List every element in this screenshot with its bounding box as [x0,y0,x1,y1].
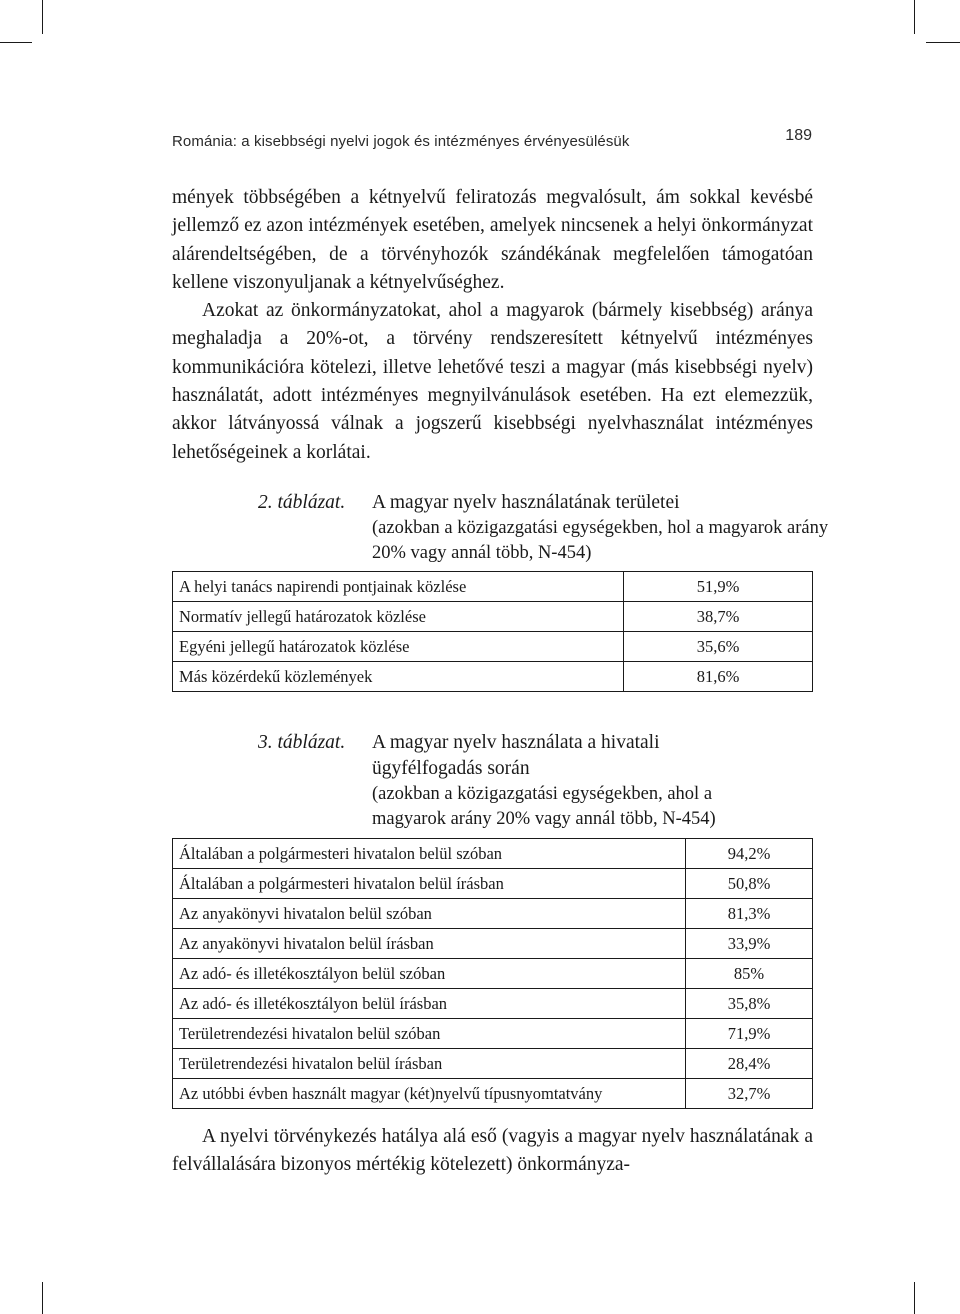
page-number: 189 [785,127,812,144]
closing-paragraph: A nyelvi törvénykezés hatálya alá eső (vagyis a magyar nyelv használatának a felvállalására bizonyos mértékig kötelezett) önkormányza- [172,1126,813,1176]
table-row [173,1019,813,1049]
crop-mark-bottom-right [914,1282,915,1314]
row-value: 71,9% [686,1019,813,1049]
table2-subtitle: (azokban a közigazgatási egységekben, hol a magyarok arány 20% vagy annál több, N-454) [372,518,829,563]
row-value: 32,7% [686,1079,813,1109]
intro-text [172,184,813,467]
table2 [172,571,813,692]
table-row [173,929,813,959]
table3-title: A magyar nyelv használata a hivatali ügyfélfogadás során [372,732,660,779]
intro-paragraph-2: Azokat az önkormányzatokat, ahol a magyarok (bármely kisebbség) aránya meghaladja a 20%-ot, a törvény rendszeresített kétnyelvű intézményes kommunikációra kötelezi, illetve lehetővé teszi a magyar (más kisebbségi nyelv) használatát, adott intézményes megnyilvánulások esetében. Ha ezt elemezzük, akkor látványossá válnak a jogszerű kisebbségi nyelvhasználat intézményes lehetőségeinek a korlátai. [172,300,813,463]
row-value: 28,4% [686,1049,813,1079]
table-row [173,1079,813,1109]
row-label: Más közérdekű közlemények [173,662,624,692]
row-label: Az anyakönyvi hivatalon belül szóban [173,899,686,929]
row-label: Normatív jellegű határozatok közlése [173,602,624,632]
crop-mark-top-left-h [0,42,32,43]
table-row [173,899,813,929]
closing-text [172,1123,813,1180]
row-value: 85% [686,959,813,989]
row-label: Területrendezési hivatalon belül írásban [173,1049,686,1079]
row-value: 81,6% [624,662,813,692]
row-label: Az anyakönyvi hivatalon belül írásban [173,929,686,959]
row-value: 81,3% [686,899,813,929]
row-value: 94,2% [686,839,813,869]
row-label: Az adó- és illetékosztályon belül írásban [173,989,686,1019]
running-header: Románia: a kisebbségi nyelvi jogok és intézményes érvényesülésük [172,133,630,150]
row-value: 35,6% [624,632,813,662]
row-value: 50,8% [686,869,813,899]
intro-paragraph-1: mények többségében a kétnyelvű feliratozás megvalósult, ám sokkal kevésbé jellemző ez azon intézmények esetében, amelyek nincsenek a helyi önkormányzat alárendeltségében, de a törvényhozók szándékának megfelelően támogatóan kellene viszonyuljanak a kétnyelvűséghez. [172,187,813,293]
row-label: Általában a polgármesteri hivatalon belül szóban [173,839,686,869]
table-row [173,1049,813,1079]
row-label: A helyi tanács napirendi pontjainak közlése [173,572,624,602]
table2-caption [258,490,832,566]
table-row [173,839,813,869]
table-row [173,959,813,989]
row-label: Területrendezési hivatalon belül szóban [173,1019,686,1049]
crop-mark-bottom-left [42,1282,43,1314]
table3-number: 3. táblázat. [258,732,346,753]
table3-subtitle: (azokban a közigazgatási egységekben, ahol a magyarok arány 20% vagy annál több, N-454) [372,784,716,829]
row-value: 38,7% [624,602,813,632]
table3 [172,838,813,1109]
crop-mark-top-right [914,0,915,34]
table-row [173,632,813,662]
table2-title: A magyar nyelv használatának területei [372,492,680,513]
row-value: 35,8% [686,989,813,1019]
table3-caption [258,730,772,832]
row-value: 51,9% [624,572,813,602]
row-label: Általában a polgármesteri hivatalon belül írásban [173,869,686,899]
crop-mark-top-right-h [926,42,960,43]
row-value: 33,9% [686,929,813,959]
table-row [173,989,813,1019]
row-label: Az utóbbi évben használt magyar (két)nyelvű típusnyomtatvány [173,1079,686,1109]
table-row [173,869,813,899]
table-row [173,602,813,632]
row-label: Az adó- és illetékosztályon belül szóban [173,959,686,989]
crop-mark-top-left [42,0,43,34]
table-row [173,662,813,692]
table-row [173,572,813,602]
row-label: Egyéni jellegű határozatok közlése [173,632,624,662]
table2-number: 2. táblázat. [258,492,346,513]
